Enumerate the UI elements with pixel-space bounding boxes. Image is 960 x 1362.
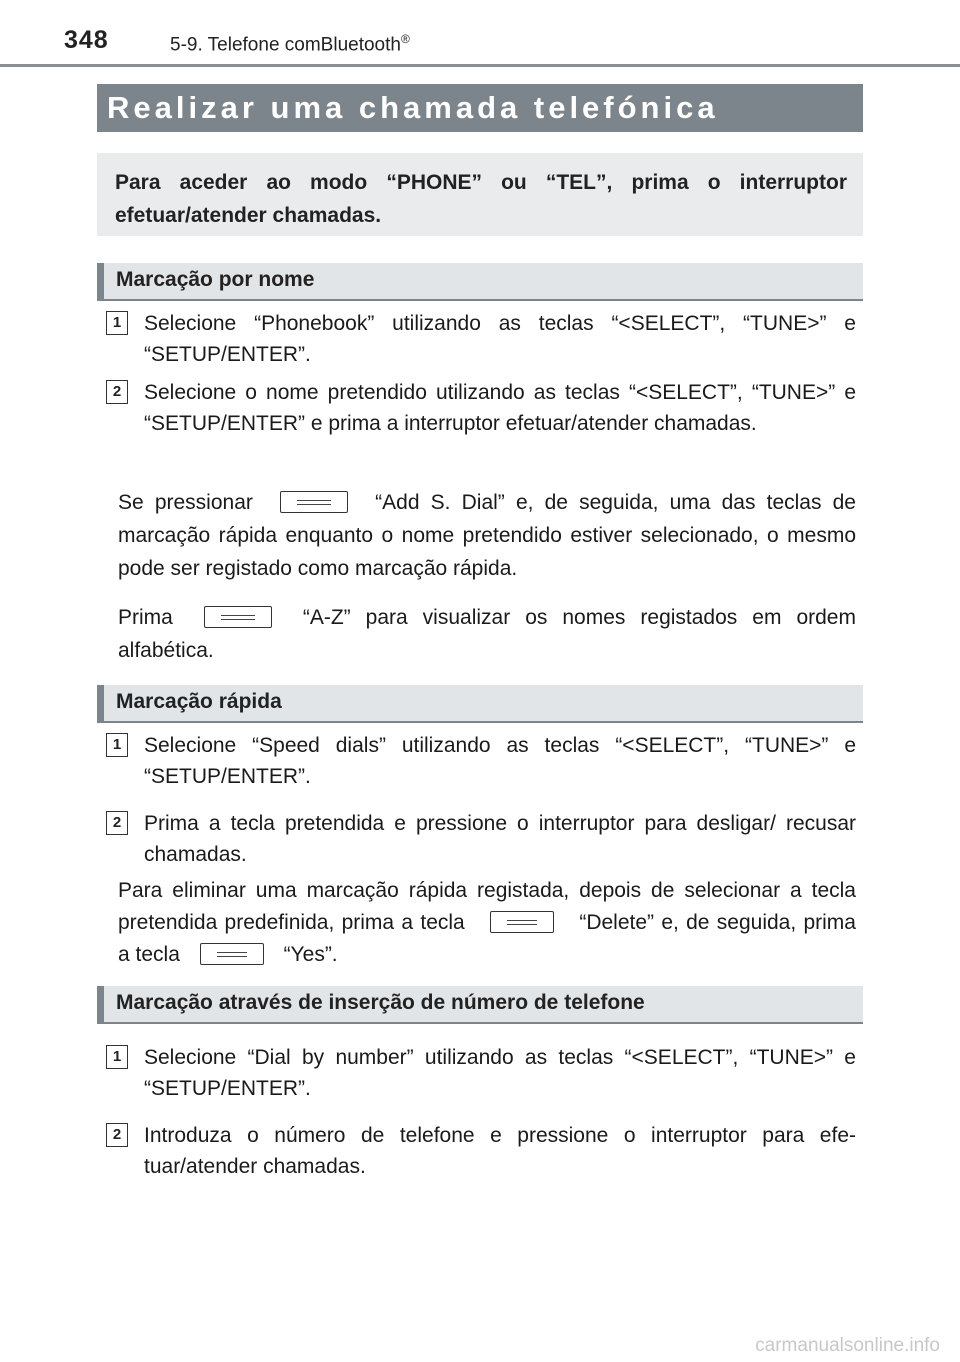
step-number-badge: 1 [106, 733, 128, 757]
section-heading-dial-number: Marcação através de inserção de número de telefone [97, 986, 863, 1024]
step-2 [106, 1120, 856, 1182]
step-number-badge: 2 [106, 811, 128, 835]
note-a-z: Prima “A-Z” para visualizar os nomes registados em ordem alfabética. [118, 606, 856, 662]
footer-watermark: carmanualsonline.info [755, 1335, 940, 1356]
step-text: Selecione “Phonebook” utilizando as teclas “<SELECT”, “TUNE>” e “SETUP/ENTER”. [144, 312, 856, 366]
step-number-badge: 2 [106, 380, 128, 404]
key-button-icon [204, 606, 272, 628]
page-title: Realizar uma chamada telefónica [97, 84, 863, 132]
key-button-icon [200, 943, 264, 965]
key-button-icon [280, 491, 348, 513]
section-heading-speed-dial: Marcação rápida [97, 685, 863, 723]
step-number-badge: 1 [106, 1045, 128, 1069]
step-text: Prima a tecla pretendida e pressione o interruptor para desligar/ recusar chamadas. [144, 812, 856, 866]
step-text: Selecione o nome pretendido utilizando as teclas “<SELECT”, “TUNE>” e “SETUP/ENTER” e prima a interruptor efetuar/atender chamadas. [144, 381, 856, 435]
step-number-badge: 1 [106, 311, 128, 335]
step-1 [106, 730, 856, 792]
page-header [0, 0, 960, 66]
step-text: Selecione “Speed dials” utilizando as teclas “<SELECT”, “TUNE>” e “SETUP/ENTER”. [144, 734, 856, 788]
step-2 [106, 808, 856, 870]
step-1 [106, 1042, 856, 1104]
header-divider [0, 64, 960, 67]
note-add-speed-dial: Se pressionar “Add S. Dial” e, de seguida, uma das teclas de marcação rápida enquanto o nome pretendido estiver selecionado, o mesmo pode ser registado como marcação rápida. [118, 491, 856, 580]
step-number-badge: 2 [106, 1123, 128, 1147]
note-delete-speed-dial: Para eliminar uma marcação rápida registada, depois de selecionar a tecla pretendida predefinida, prima a tecla “Delete” e, de seguida, prima a tecla “Yes”. [118, 879, 856, 966]
step-2 [106, 377, 856, 439]
chapter-title: 5-9. Telefone comBluetooth® [170, 32, 410, 56]
intro-box: Para aceder ao modo “PHONE” ou “TEL”, prima o interruptor efetuar/atender chamadas. [97, 153, 863, 236]
step-1 [106, 308, 856, 370]
registered-mark: ® [400, 32, 410, 46]
step-text: Selecione “Dial by number” utilizando as teclas “<SELECT”, “TUNE>” e “SETUP/ENTER”. [144, 1046, 856, 1100]
page-number: 348 [64, 26, 109, 54]
key-button-icon [490, 911, 554, 933]
step-text: Introduza o número de telefone e pressione o interruptor para efe-tuar/atender chamadas. [144, 1124, 856, 1178]
section-heading-by-name: Marcação por nome [97, 263, 863, 301]
